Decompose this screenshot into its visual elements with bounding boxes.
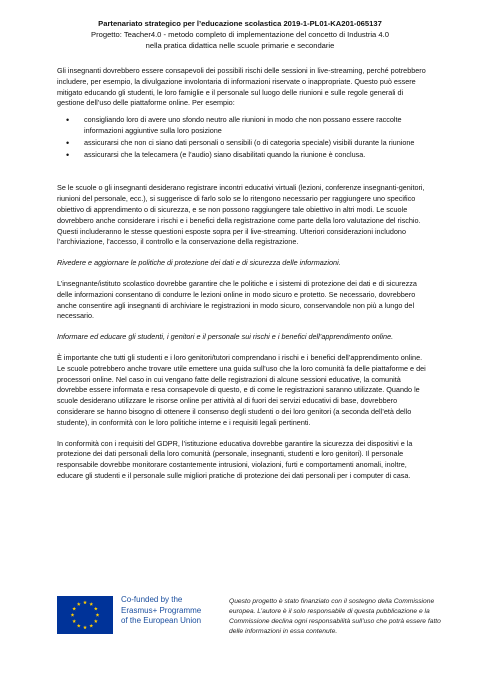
paragraph-gdpr: In conformità con i requisiti del GDPR, l’istituzione educativa dovrebbe garantire la sicurezza dei dispositivi e la protezione dei dati personali della loro comunità (personale, insegnanti, studenti e loro genitori). Il personale responsabile dovrebbe monitorare costantemente intrusioni, violazioni, furti e comportamenti anomali, inoltre, educare gli studenti e il personale sulle migliori pratiche di protezione dei dati personali per i computer di casa. (57, 438, 413, 480)
paragraph-risks-benefits: È importante che tutti gli studenti e i loro genitori/tutori comprendano i rischi e i benefici dell’apprendimento online. Le scuole potrebbero anche trovare utile emettere una guida sull’uso che la loro comunità fa delle piattaforme e dei processori online. Nel caso in cui vengano fatte delle registrazioni di alcune sessioni educative, la comunità dovrebbe essere informata e resa consapevole di questo, e di come le registrazioni saranno utilizzate. Quando le scuole desiderano utilizzare le risorse online per attività al di fuori dei servizi educativi di base, dovrebbero considerare se hanno bisogno di ottenere il consenso degli studenti o dei loro genitori (a seconda dell’età dello studente), in conformità con le loro politiche interne e i requisiti legali pertinenti. (57, 352, 426, 427)
header-title: Partenariato strategico per l’educazione scolastica 2019-1-PL01-KA201-065137 (98, 19, 382, 28)
erasmus-cofund-label (121, 595, 231, 627)
section-heading-data-protection: Rivedere e aggiornare le politiche di protezione dei dati e di sicurezza delle informazioni. (57, 258, 341, 268)
header-subtitle-line-1: Progetto: Teacher4.0 - metodo completo di implementazione del concetto di Industria 4.0 (91, 30, 389, 39)
document-body (57, 66, 429, 482)
bullet-item: • assicurarsi che non ci siano dati personali o sensibili (o di categoria speciale) visibili durante la riunione (84, 138, 429, 149)
bullet-list (57, 115, 429, 160)
cofund-line-3: of the European Union (121, 616, 202, 625)
paragraph-live-streaming-risks: Gli insegnanti dovrebbero essere consapevoli dei possibili rischi delle sessioni in live-streaming, perché potrebbero includere, per esempio, la divulgazione involontaria di informazioni riservate o inappropriate. Questo può essere mitigato educando gli studenti, le loro famiglie e il personale sul luogo delle riunioni e sulle regole generali di gestione dell’uso delle piattaforme online. Per esempio: (57, 66, 426, 108)
cofund-line-2: Erasmus+ Programme (121, 605, 202, 615)
eu-flag-icon (57, 596, 113, 634)
header-subtitle-line-2: nella pratica didattica nelle scuole primarie e secondarie (145, 41, 335, 50)
bullet-item: • consigliando loro di avere uno sfondo neutro alle riunioni in modo che non possano essere raccolte informazioni aggiuntive sulla loro posizione (84, 115, 429, 137)
cofund-line-1: Co-funded by the (121, 595, 183, 604)
paragraph-recording: Se le scuole o gli insegnanti desiderano registrare incontri educativi virtuali (lezioni, conferenze insegnanti-genitori, riunioni del personale, ecc.), si suggerisce di farlo solo se lo ritengono necessario per raggiungere uno specifico obiettivo di apprendimento o di sicurezza, e se non possono raggiungere tale obiettivo in altri modi. Le scuole dovrebbero anche considerare i rischi e i benefici della registrazione come parte della loro valutazione del rischio. Questi includeranno le stesse questioni esposte sopra per il live-streaming. Ulteriori considerazioni includono l’archiviazione, l’accesso, il controllo e la conservazione della registrazione. (57, 183, 425, 247)
document-footer (57, 592, 457, 652)
eu-disclaimer-text: Questo progetto è stato finanziato con il sostegno della Commissione europea. L’autore è il solo responsabile di questa pubblicazione e la Commissione declina ogni responsabilità sull’uso che potrà essere fatto delle informazioni in essa contenute. (229, 598, 441, 635)
document-header (40, 18, 440, 51)
bullet-item: • assicurarsi che la telecamera (e l’audio) siano disabilitati quando la riunione è conclusa. (84, 150, 429, 161)
paragraph-policies: L’insegnante/istituto scolastico dovrebbe garantire che le politiche e i sistemi di protezione dei dati e di sicurezza delle informazioni consentano di condurre le lezioni online in modo sicuro e protetto. Se necessario, dovrebbero anche consentire agli insegnanti di archiviare le registrazioni in modo sicuro, conservandole non più a lungo del necessario. (57, 278, 417, 321)
section-heading-inform-educate: Informare ed educare gli studenti, i genitori e il personale sui rischi e i benefici dell’apprendimento online. (57, 332, 394, 342)
